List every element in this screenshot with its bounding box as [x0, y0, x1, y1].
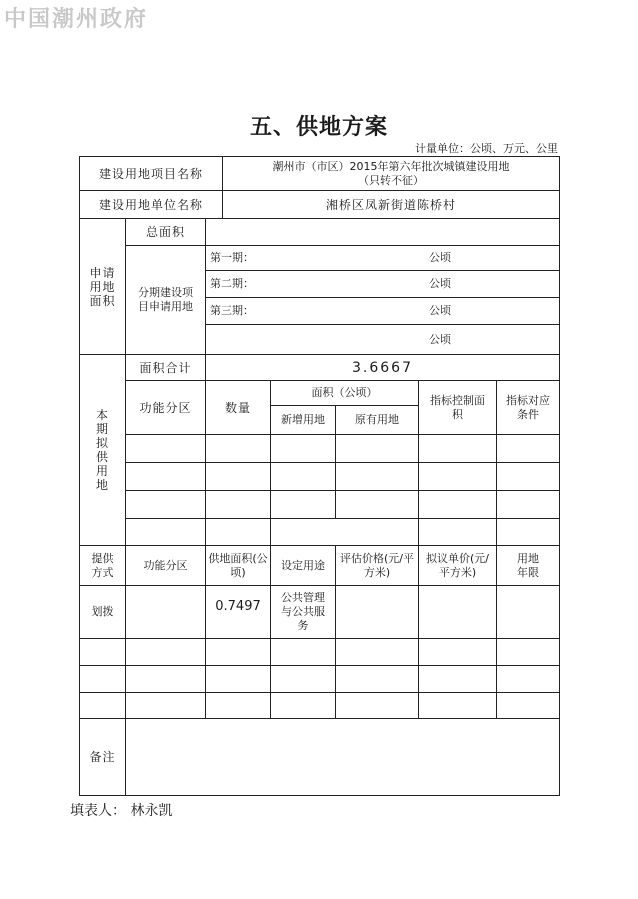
planned-c4: 用: [95, 464, 109, 478]
units-note: 计量单位：公顷、万元、公里: [415, 142, 558, 155]
planned-c1: 期: [95, 422, 109, 436]
planned-c2: 拟: [95, 436, 109, 450]
set-use-header: 设定用途: [281, 558, 325, 572]
unit-name-value: 湘桥区凤新街道陈桥村: [325, 197, 456, 212]
apply-char-2: [89, 280, 115, 294]
apply-c0: 申: [89, 265, 103, 280]
allot-use-value: 公共管理与公共服务: [281, 591, 325, 632]
phase-4-unit: 公顷: [429, 332, 451, 346]
supply-func-header: 功能分区: [143, 558, 188, 572]
phase-2-unit: 公顷: [429, 277, 451, 290]
apply-char-3: [89, 294, 115, 308]
area-total-label: 面积合计: [139, 360, 192, 375]
filler-name: 林永凯: [130, 803, 173, 819]
remarks-label: 备注: [89, 750, 116, 764]
page-title: 五、供地方案: [249, 115, 388, 140]
index-cond-header: 指标对应条件: [506, 393, 550, 421]
apply-area-label: [80, 219, 125, 354]
planned-c3: 供: [95, 450, 109, 464]
total-area-label: 总面积: [145, 225, 185, 239]
project-name-value: [223, 157, 559, 190]
eval-price-header: 评估价格(元/平方米): [340, 551, 414, 579]
filler-label: 填表人：: [70, 803, 126, 819]
quantity-header: 数量: [224, 400, 251, 415]
phase-3-unit: 公顷: [429, 304, 451, 317]
apply-char-1: [89, 266, 115, 280]
planned-c0: 本: [95, 408, 109, 422]
apply-c3: 地: [102, 279, 116, 294]
phase-1-label: 第一期：: [210, 251, 254, 264]
project-name-label: 建设用地项目名称: [98, 166, 203, 181]
area-total-value: 3.6667: [352, 359, 413, 376]
project-name-line2: （只转不征）: [358, 173, 424, 187]
apply-c4: 面: [89, 293, 103, 308]
phase-3-label: 第三期：: [210, 304, 254, 317]
allot-area-value: 0.7497: [215, 599, 261, 614]
apply-c5: 积: [102, 293, 116, 308]
apply-c2: 用: [89, 279, 103, 294]
supply-area-header: 供地面积(公顷): [208, 551, 268, 579]
planned-c5: 地: [95, 478, 109, 492]
phase-1-unit: 公顷: [429, 251, 451, 264]
land-years-header: 用地年限: [517, 551, 539, 579]
unit-name-label: 建设用地单位名称: [98, 197, 203, 212]
func-zone-header: 功能分区: [139, 400, 192, 415]
existing-land-header: 原有用地: [355, 413, 399, 426]
planned-supply-label: [80, 355, 125, 545]
supply-method-header: 提供方式: [91, 551, 114, 579]
project-name-line1: 潮州市（市区）2015年第六年批次城镇建设用地: [272, 159, 510, 173]
area-header: 面积（公顷）: [311, 386, 378, 399]
watermark-logo: 中国潮州政府: [4, 6, 149, 32]
index-area-header: 指标控制面积: [430, 393, 485, 421]
proposed-price-header: 拟议单价(元/平方米): [426, 551, 489, 579]
phase-label: 分期建设项目申请用地: [138, 286, 193, 313]
filler-line: [70, 800, 172, 820]
new-land-header: 新增用地: [281, 413, 325, 426]
allot-method-value: 划拨: [91, 605, 114, 618]
phase-2-label: 第二期：: [210, 277, 254, 290]
apply-c1: 请: [102, 265, 116, 280]
